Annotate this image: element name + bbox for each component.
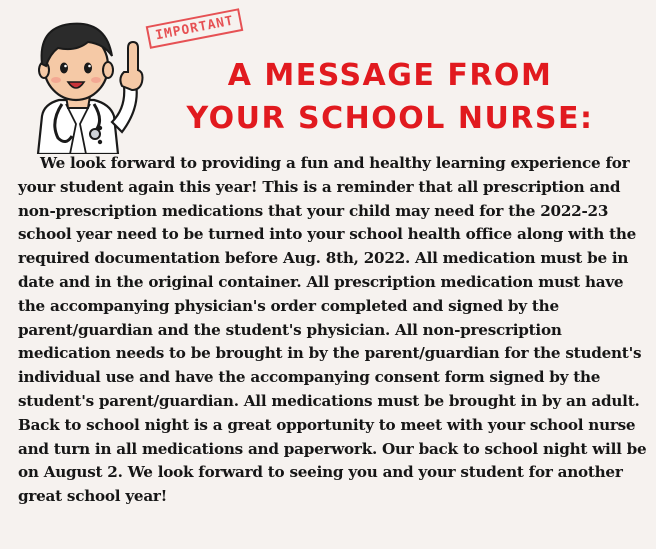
- message-line: Back to school night is a great opportunity to meet with your school nurse: [18, 415, 636, 434]
- message-line: parent/guardian and the student's physician. All non-prescription: [18, 320, 562, 339]
- message-line: non-prescription medications that your child may need for the 2022-23: [18, 201, 609, 220]
- message-line: and turn in all medications and paperwork. Our back to school night will be: [18, 439, 647, 458]
- school-nurse-illustration-icon: [14, 4, 164, 154]
- message-line: date and in the original container. All prescription medication must have: [18, 272, 624, 291]
- message-line: student's parent/guardian. All medications must be brought in by an adult.: [18, 391, 640, 410]
- message-line: individual use and have the accompanying consent form signed by the: [18, 368, 601, 387]
- message-line: great school year!: [18, 487, 168, 506]
- page-title: [150, 54, 630, 140]
- message-line: your student again this year! This is a reminder that all prescription and: [18, 177, 621, 196]
- message-line: on August 2. We look forward to seeing you and your student for another: [18, 463, 623, 482]
- message-body: [18, 152, 647, 509]
- title-line-1: A MESSAGE FROM: [227, 58, 553, 93]
- message-line: medication needs to be brought in by the parent/guardian for the student's: [18, 344, 642, 363]
- message-line: We look forward to providing a fun and healthy learning experience for: [40, 154, 630, 172]
- important-stamp: IMPORTANT: [146, 8, 244, 49]
- title-line-2: YOUR SCHOOL NURSE:: [186, 101, 594, 136]
- message-line: the accompanying physician's order completed and signed by the: [18, 296, 559, 315]
- message-line: required documentation before Aug. 8th, 2022. All medication must be in: [18, 249, 629, 268]
- message-line: school year need to be turned into your school health office along with the: [18, 225, 637, 244]
